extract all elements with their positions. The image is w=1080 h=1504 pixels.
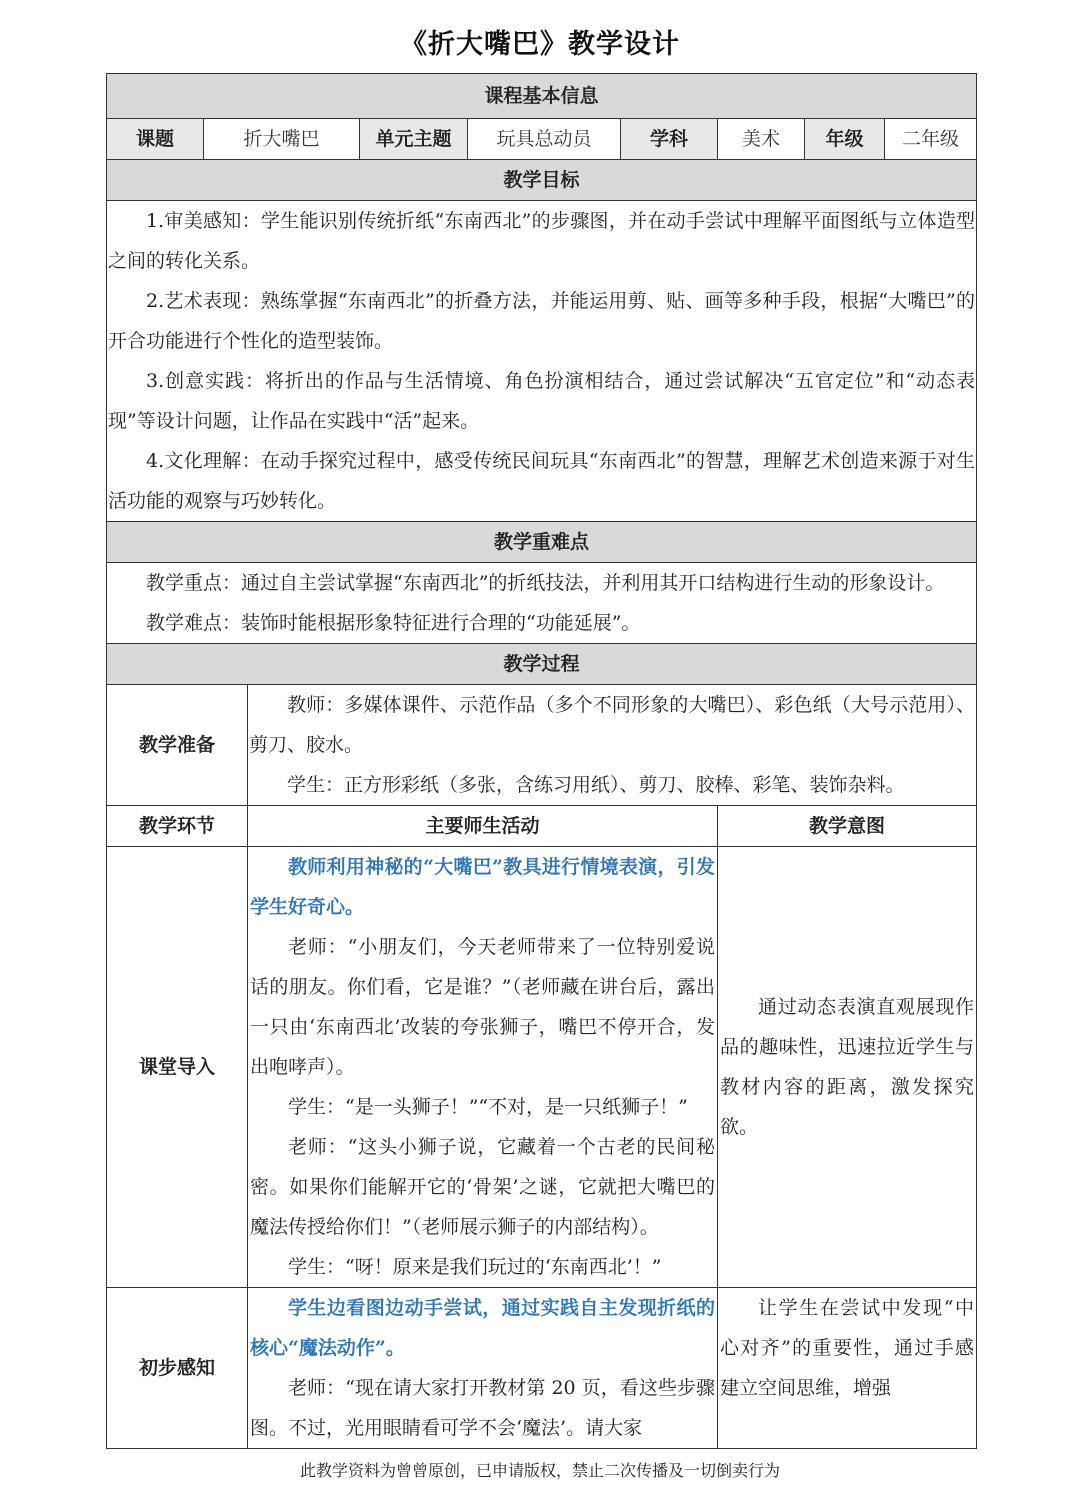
stage-lead: 学生边看图边动手尝试，通过实践自主发现折纸的核心“魔法动作”。: [250, 1297, 715, 1359]
objective-item: 4.文化理解：在动手探究过程中，感受传统民间玩具“东南西北”的智慧，理解艺术创造来源于对生活功能的观察与巧妙转化。: [108, 450, 976, 512]
topic-label: 课题: [107, 119, 204, 160]
prep-teacher: 教师：多媒体课件、示范作品（多个不同形象的大嘴巴）、彩色纸（大号示范用）、剪刀、胶水。: [249, 694, 976, 756]
objective-item: 2.艺术表现：熟练掌握“东南西北”的折叠方法，并能运用剪、贴、画等多种手段，根据“大嘴巴”的开合功能进行个性化的造型装饰。: [108, 290, 976, 352]
prep-row: [107, 685, 977, 806]
key-points-row: [107, 563, 977, 644]
unit-label: 单元主题: [360, 119, 468, 160]
dialogue-line: 老师：“小朋友们，今天老师带来了一位特别爱说话的朋友。你们看，它是谁？”（老师藏在讲台后，露出一只由‘东南西北’改装的夸张狮子，嘴巴不停开合，发出咆哮声）。: [250, 936, 715, 1078]
key-points-cell: [107, 563, 977, 644]
process-column-header-row: [107, 806, 977, 847]
dialogue-line: 学生：“是一头狮子！”“不对，是一只纸狮子！”: [288, 1096, 688, 1118]
grade-value: 二年级: [885, 119, 977, 160]
stage-activity: [248, 847, 718, 1288]
dialogue-line: 老师：“这头小狮子说，它藏着一个古老的民间秘密。如果你们能解开它的‘骨架’之谜，它就把大嘴巴的魔法传授给你们！”（老师展示狮子的内部结构）。: [250, 1136, 715, 1238]
col-activity-header: 主要师生活动: [248, 806, 718, 847]
dialogue-line: 学生：“呀！原来是我们玩过的‘东南西北’！”: [288, 1256, 662, 1278]
stage-name: 初步感知: [107, 1288, 248, 1449]
basic-info-header: 课程基本信息: [107, 74, 977, 119]
subject-value: 美术: [718, 119, 805, 160]
key-points-header-row: [107, 522, 977, 563]
stage-name: 课堂导入: [107, 847, 248, 1288]
teaching-focus: 教学重点：通过自主尝试掌握“东南西北”的折纸技法，并利用其开口结构进行生动的形象设计。: [146, 572, 945, 594]
process-header: 教学过程: [107, 644, 977, 685]
col-stage-header: 教学环节: [107, 806, 248, 847]
subject-label: 学科: [621, 119, 718, 160]
objectives-cell: [107, 201, 977, 522]
stage-row-intro: [107, 847, 977, 1288]
objectives-header-row: [107, 160, 977, 201]
objective-item: 3.创意实践：将折出的作品与生活情境、角色扮演相结合，通过尝试解决“五官定位”和“动态表现”等设计问题，让作品在实践中“活”起来。: [108, 370, 976, 432]
lesson-plan-table: [106, 73, 977, 1449]
stage-row-perception: [107, 1288, 977, 1449]
process-header-row: [107, 644, 977, 685]
stage-intent: 让学生在尝试中发现“中心对齐”的重要性，通过手感建立空间思维，增强: [720, 1297, 975, 1399]
stage-lead: 教师利用神秘的“大嘴巴”教具进行情境表演，引发学生好奇心。: [250, 856, 715, 918]
col-intent-header: 教学意图: [718, 806, 977, 847]
grade-label: 年级: [805, 119, 885, 160]
stage-activity: [248, 1288, 718, 1449]
key-points-header: 教学重难点: [107, 522, 977, 563]
prep-label: 教学准备: [107, 685, 248, 806]
copyright-footer: 此教学资料为曾曾原创，已申请版权，禁止二次传播及一切倒卖行为: [299, 1461, 780, 1480]
stage-intent: 通过动态表演直观展现作品的趣味性，迅速拉近学生与教材内容的距离，激发探究欲。: [720, 996, 975, 1138]
stage-intent-cell: [718, 847, 977, 1288]
dialogue-line: 老师：“现在请大家打开教材第 20 页，看这些步骤图。不过，光用眼睛看可学不会‘魔法’。请大家: [250, 1377, 715, 1439]
teaching-difficulty: 教学难点：装饰时能根据形象特征进行合理的“功能延展”。: [146, 612, 641, 634]
objective-item: 1.审美感知：学生能识别传统折纸“东南西北”的步骤图，并在动手尝试中理解平面图纸与立体造型之间的转化关系。: [108, 210, 976, 272]
objectives-row: [107, 201, 977, 522]
prep-student: 学生：正方形彩纸（多张，含练习用纸）、剪刀、胶棒、彩笔、装饰杂料。: [287, 774, 905, 796]
basic-info-header-row: [107, 74, 977, 119]
topic-value: 折大嘴巴: [204, 119, 360, 160]
document-title: 《折大嘴巴》教学设计: [400, 29, 680, 60]
prep-cell: [248, 685, 977, 806]
stage-intent-cell: [718, 1288, 977, 1449]
unit-value: 玩具总动员: [468, 119, 621, 160]
basic-info-row: [107, 119, 977, 160]
objectives-header: 教学目标: [107, 160, 977, 201]
